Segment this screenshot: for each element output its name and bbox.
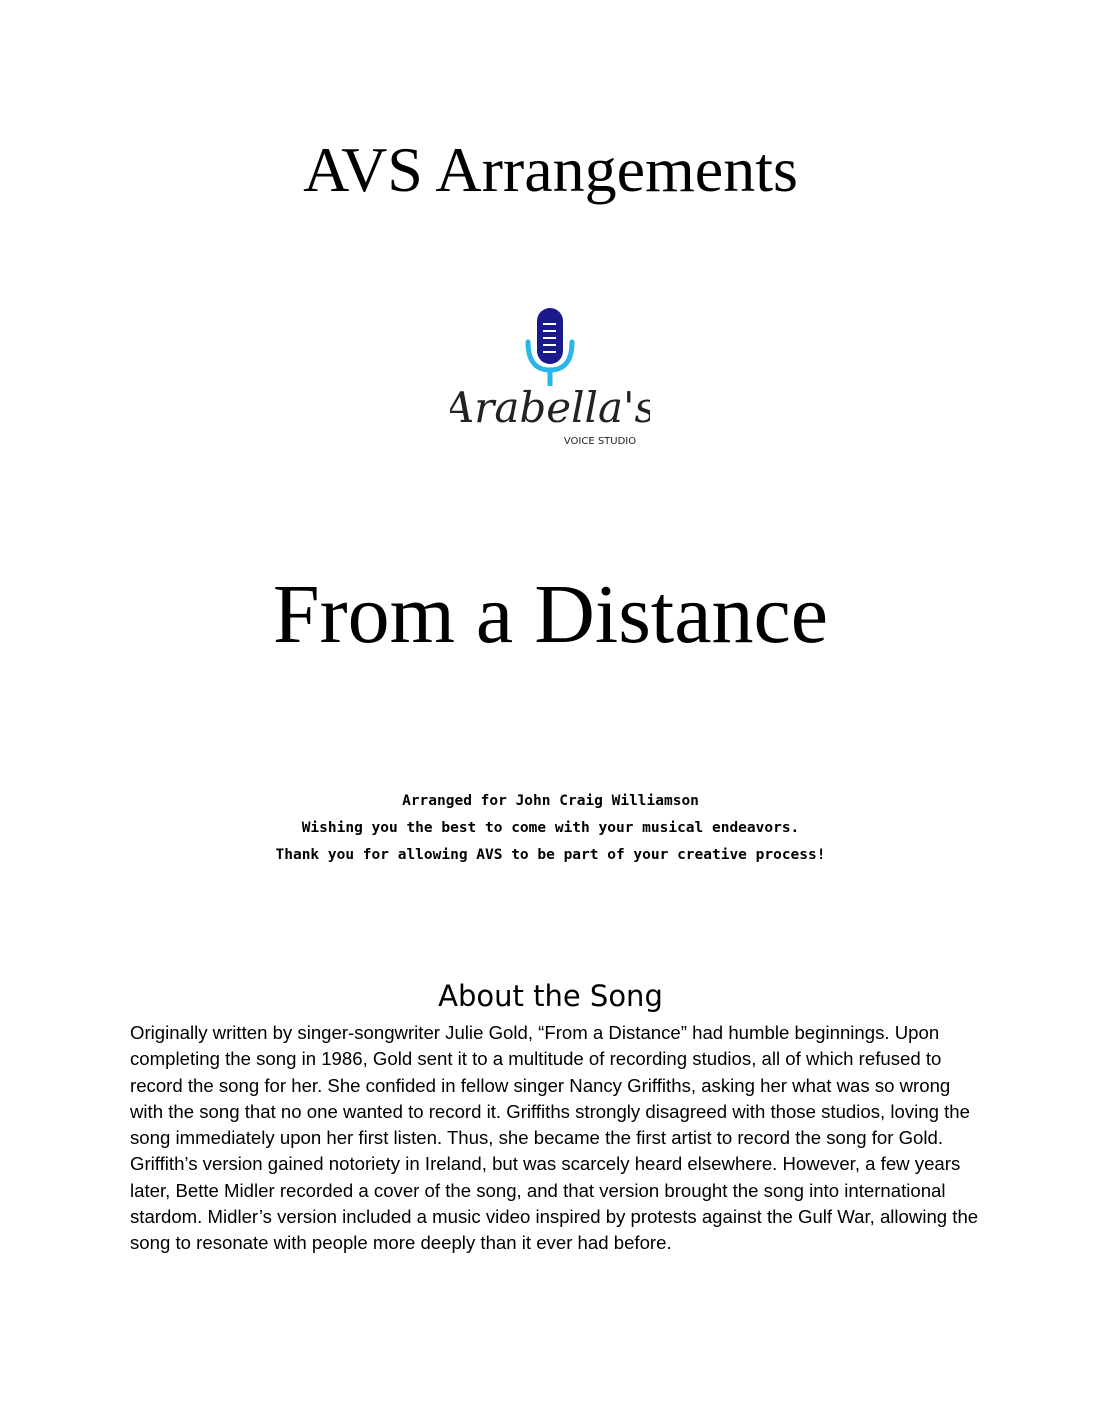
- dedication-line-1: Arranged for John Craig Williamson: [402, 793, 699, 809]
- about-paragraph: Originally written by singer-songwriter Julie Gold, “From a Distance” had humble beginnings. Upon completing the song in 1986, Gold sent it to a multitude of recording studios, all of which refused to record the song for her. She confided in fellow singer Nancy Griffiths, asking her what was so wrong with the song that no one wanted to record it. Griffiths strongly disagreed with those studios, loving the song immediately upon her first listen. Thus, she became the first artist to record the song for Gold. Griffith’s version gained notoriety in Ireland, but was scarcely heard elsewhere. However, a few years later, Bette Midler recorded a cover of the song, and that version brought the song into international stardom. Midler’s version included a music video inspired by protests against the Gulf War, allowing the song to resonate with people more deeply than it ever had before.: [130, 1022, 979, 1254]
- dedication-line-2: Wishing you the best to come with your musical endeavors.: [301, 820, 800, 836]
- song-title: From a Distance: [272, 568, 829, 661]
- brand-title: AVS Arrangements: [303, 134, 798, 205]
- about-heading: About the Song: [438, 979, 663, 1013]
- logo-script-name: Arabella's: [450, 383, 650, 432]
- studio-logo: [450, 300, 650, 460]
- dedication-line-3: Thank you for allowing AVS to be part of your creative process!: [275, 847, 826, 863]
- logo-subtitle: VOICE STUDIO: [563, 436, 637, 447]
- dedication-block: [0, 788, 1101, 869]
- microphone-logo-icon: [450, 300, 650, 460]
